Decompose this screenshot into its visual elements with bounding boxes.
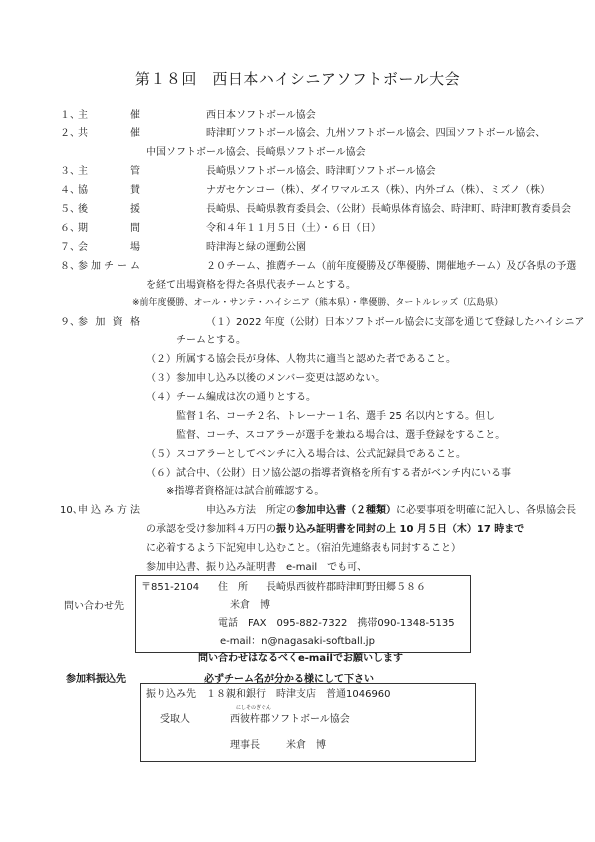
eligibility-4-roster: 監督１名、コーチ２名、トレーナー１名、選手 25 名以内とする。但し (176, 411, 496, 422)
item-value: 西日本ソフトボール協会 (206, 110, 316, 121)
eligibility-4-roster-continued: 監督、コーチ、スコアラーが選手を兼ねる場合は、選手登録をすること。 (176, 430, 506, 441)
item-number: ７、 (60, 242, 80, 253)
item-period (60, 221, 381, 236)
item-label: 協 賛 (78, 185, 140, 196)
payment-bank: 振り込み先 １８親和銀行 時津支店 普通1046960 (146, 689, 391, 700)
item-value: 時津町ソフトボール協会、九州ソフトボール協会、四国ソフトボール協会、 (206, 128, 546, 139)
item-manager (60, 164, 436, 179)
item-participants (60, 259, 577, 274)
page-title: 第１８回 西日本ハイシニアソフトボール大会 (134, 70, 461, 88)
application-line-2: の承認を受け参加料４万円の振り込み証明書を同封の上 10 月５日（木）17 時まで (146, 524, 525, 535)
eligibility-1: （１）2022 年度（公財）日本ソフトボール協会に支部を通じて登録したハイシニア (206, 317, 585, 328)
application-line-4: 参加申込書、振り込み証明書 e-mail でも可、 (146, 562, 368, 573)
item-number: ５、 (60, 204, 80, 215)
item-value: ２０チーム、推薦チーム（前年度優勝及び準優勝、開催地チーム）及び各県の予選 (206, 261, 577, 272)
eligibility-3: （３）参加申し込み以後のメンバー変更は認めない。 (146, 373, 386, 384)
item-number: ４、 (60, 185, 80, 196)
item-support (60, 202, 571, 217)
eligibility-6-note: ※指導者資格証は試合前確認する。 (166, 486, 325, 497)
item-value-continued: を経て出場資格を得た各県代表チームとする。 (146, 280, 356, 291)
contact-name: 米倉 博 (230, 600, 270, 611)
item-value: ナガセケンコー（株）、ダイワマルエス（株）、内外ゴム（株）、ミズノ（株） (206, 185, 551, 196)
payment-recipient-label: 受取人 (160, 714, 190, 725)
payment-director: 米倉 博 (286, 740, 326, 751)
item-number: １、 (60, 110, 80, 121)
contact-email[interactable]: e-mail：n@nagasaki-softball.jp (220, 636, 375, 647)
item-label: 主 催 (78, 110, 140, 121)
item-number: ２、 (60, 128, 80, 139)
item-sponsor (60, 183, 551, 198)
eligibility-5: （５）スコアラーとしてベンチに入る場合は、公式記録員であること。 (146, 449, 466, 460)
item-number: ３、 (60, 166, 80, 177)
payment-recipient-ruby: にしそのぎぐん (236, 705, 272, 711)
item-number: 10、 (60, 505, 83, 516)
application-line-3: に必着するよう下記宛申し込むこと。（宿泊先連絡表も同封すること） (146, 543, 461, 554)
eligibility-6: （６）試合中、（公財）日ソ協公認の指導者資格を所有する者がベンチ内にいる事 (146, 468, 511, 479)
eligibility-4: （４）チーム編成は次の通りとする。 (146, 392, 316, 403)
item-number: ９、 (60, 317, 80, 328)
item-label: 期 間 (78, 223, 140, 234)
payment-recipient: 西彼杵郡ソフトボール協会 (230, 714, 350, 725)
application-line-1: 申込み方法 所定の参加申込書（２種類）に必要事項を明確に記入し、各県協会長 (206, 505, 576, 516)
contact-address: 長崎県西彼杵郡時津町野田郷５８６ (266, 582, 426, 593)
item-application (60, 503, 576, 518)
eligibility-1-continued: チームとする。 (176, 335, 246, 346)
contact-note: 問い合わせはなるべくe-mailでお願いします (198, 653, 403, 664)
item-label: 参加資格 (78, 317, 140, 328)
contact-phone: 電話 FAX 095-882-7322 携帯090-1348-5135 (218, 618, 455, 629)
item-cohost (60, 126, 546, 141)
payment-director-label: 理事長 (230, 740, 260, 751)
item-value-continued: 中国ソフトボール協会、長崎県ソフトボール協会 (146, 147, 366, 158)
item-label: 申込み方法 (78, 505, 140, 516)
item-value: 令和４年１１月５日（土）・６日（日） (206, 223, 381, 234)
eligibility-2: （２）所属する協会長が身体、人物共に適当と認めた者であること。 (146, 354, 456, 365)
item-number: ６、 (60, 223, 80, 234)
item-value: 長崎県、長崎県教育委員会、（公財）長崎県体育協会、時津町、時津町教育委員会 (206, 204, 571, 215)
item-organizer (60, 108, 316, 123)
item-value: 長崎県ソフトボール協会、時津町ソフトボール協会 (206, 166, 436, 177)
item-number: ８、 (60, 261, 80, 272)
item-label: 後 援 (78, 204, 140, 215)
payment-instruction: 必ずチーム名が分かる様にして下さい (204, 674, 374, 685)
item-venue (60, 240, 306, 255)
item-label: 共 催 (78, 128, 140, 139)
item-label: 参加チーム (78, 261, 140, 272)
contact-side-label: 問い合わせ先 (64, 601, 124, 612)
payment-label: 参加料振込先 (66, 674, 126, 685)
item-value: 時津海と緑の運動公園 (206, 242, 306, 253)
note-previous-winners: ※前年度優勝、オール・サンテ・ハイシニア（熊本県）・準優勝、タートルレッズ（広島県） (132, 298, 504, 308)
contact-address-label: 住 所 (218, 582, 248, 593)
deadline-emphasis: 振り込み証明書を同封の上 10 月５日（木）17 時まで (276, 524, 525, 535)
item-eligibility (60, 315, 585, 330)
contact-postal-code: 〒851-2104 (141, 582, 200, 593)
item-label: 主 管 (78, 166, 140, 177)
item-label: 会 場 (78, 242, 140, 253)
application-form-emphasis: 参加申込書（２種類） (296, 505, 396, 516)
